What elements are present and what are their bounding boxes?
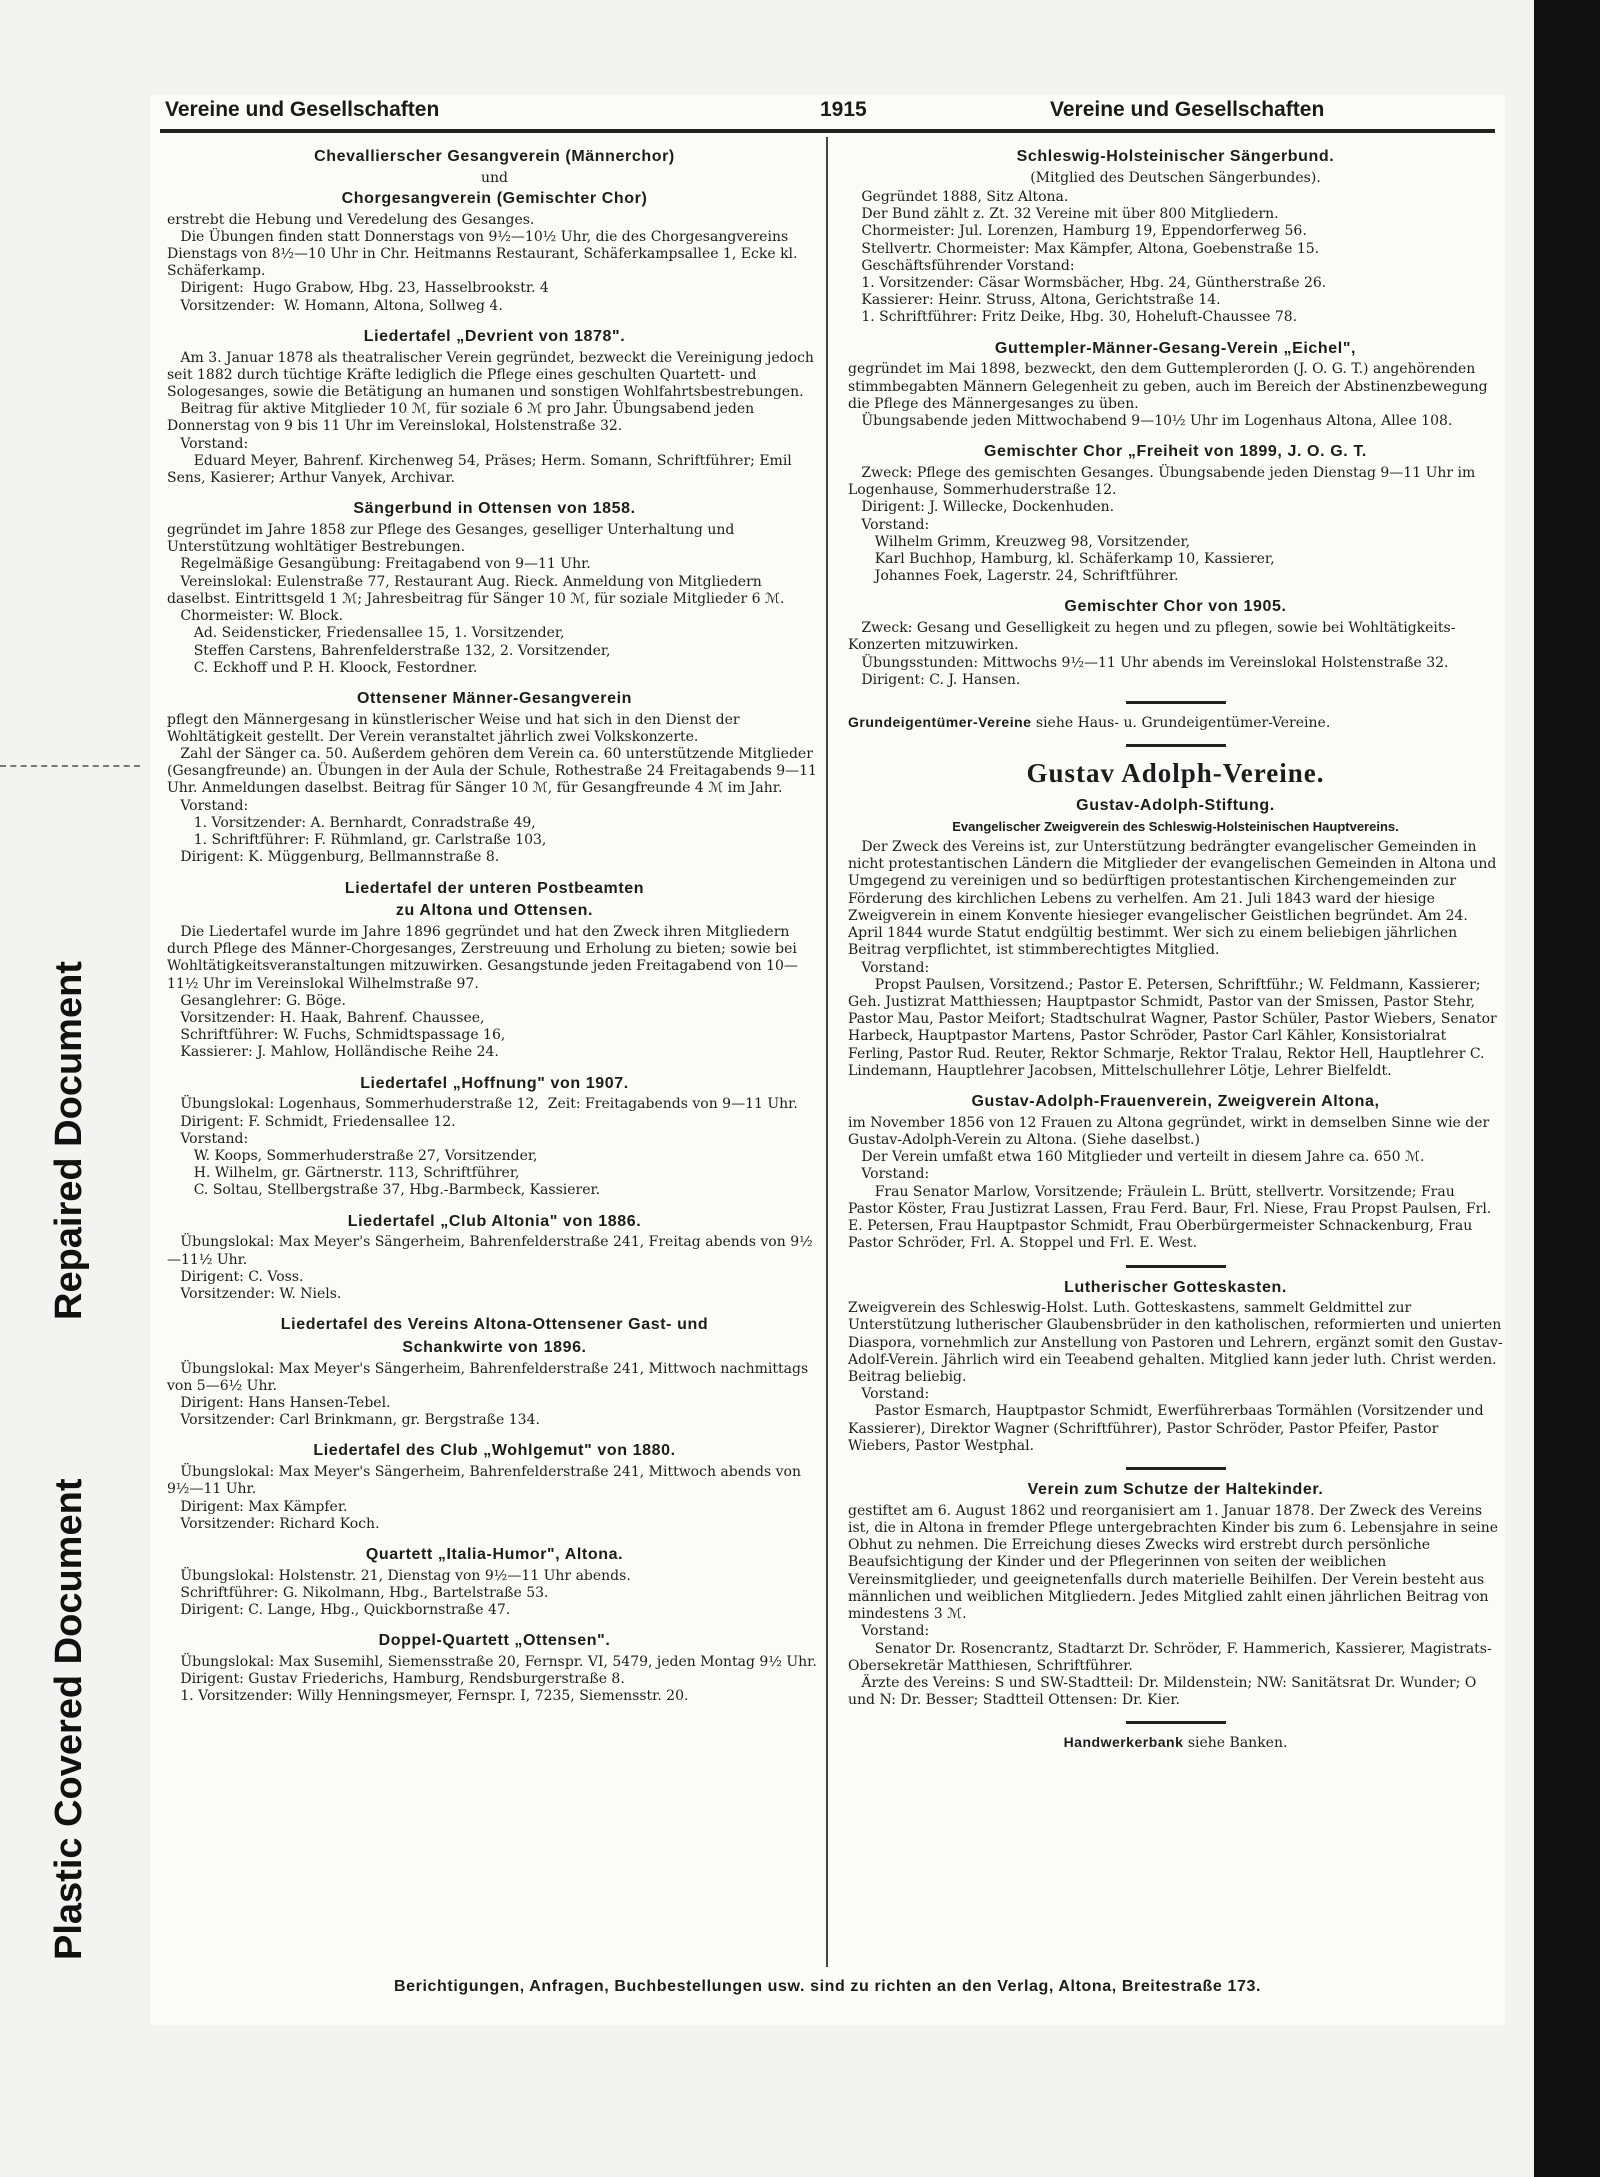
association-entry	[848, 147, 1503, 327]
entry-text: Zweck: Pflege des gemischten Gesanges. Übungsabende jeden Dienstag 9—11 Uhr im Logenhause, Sommerhuderstraße 12.	[848, 464, 1480, 499]
association-name: Doppel-Quartett „Ottensen".	[378, 1632, 611, 1650]
entry-text: Eduard Meyer, Bahrenf. Kirchenweg 54, Präses; Herm. Somann, Schriftführer; Emil Sens, Kasierer; Arthur Vanyek, Archivar.	[167, 452, 797, 487]
entry-text: C. Soltau, Stellbergstraße 37, Hbg.-Barmbeck, Kassierer.	[167, 1182, 601, 1199]
association-entry	[167, 879, 822, 1062]
entry-text: Vorstand:	[848, 1386, 930, 1403]
cross-reference-text: siehe Haus- u. Grundeigentümer-Vereine.	[1031, 714, 1331, 731]
entry-text: Dirigent: J. Willecke, Dockenhuden.	[848, 499, 1115, 516]
entry-text: Gesanglehrer: G. Böge.	[167, 992, 346, 1009]
entry-text: Übungslokal: Logenhaus, Sommerhuderstraße 12, Zeit: Freitagabends von 9—11 Uhr.	[167, 1096, 798, 1113]
association-name: Gustav-Adolph-Frauenverein, Zweigverein Altona,	[971, 1093, 1380, 1111]
section-separator	[1126, 1721, 1226, 1724]
association-name: Quartett „Italia-Humor", Altona.	[365, 1545, 624, 1563]
entry-text: Zweigverein des Schleswig-Holst. Luth. Gotteskastens, sammelt Geldmittel zur Unterstützung lutherischer Glaubensbrüder in den katholischen, reformierten und unierten Diaspora, vornehmlich zur Anstellung von Pastoren und Lehrern, ergänzt somit den Gustav-Adolf-Verein. Jährlich wird ein Teeabend gehalten. Mitglied kann jeder luth. Christ werden. Beitrag beliebig.	[848, 1300, 1506, 1386]
association-name: Sängerbund in Ottensen von 1858.	[353, 500, 636, 518]
entry-text: pflegt den Männergesang in künstlerischer Weise und hat sich in den Dienst der Wohltätigkeit gestellt. Der Verein veranstaltet jährlich zwei Volkskonzerte.	[167, 711, 745, 745]
entry-text: Zweck: Gesang und Geselligkeit zu hegen und zu pflegen, sowie bei Wohltätigkeits-Konzerten mitzuwirken.	[848, 620, 1456, 654]
association-name: Gemischter Chor „Freiheit von 1899, J. O. G. T.	[984, 443, 1367, 461]
entry-text: Senator Dr. Rosencrantz, Stadtarzt Dr. Schröder, F. Hammerich, Kassierer, Magistrats-Obersekretär Matthiesen, Schriftführer.	[848, 1640, 1492, 1674]
entry-text: gegründet im Jahre 1858 zur Pflege des Gesanges, geselliger Unterhaltung und Unterstützung wohltätiger Bestrebungen.	[167, 521, 739, 556]
association-name-cont: zu Altona und Ottensen.	[395, 902, 594, 920]
association-entry	[848, 1480, 1503, 1709]
entry-text: Dirigent: Hans Hansen-Tebel.	[167, 1394, 391, 1411]
watermark-plastic-covered: Plastic Covered Document	[48, 1478, 90, 1960]
entry-text: Dirigent: Hugo Grabow, Hbg. 23, Hasselbrookstr. 4	[167, 280, 549, 297]
cross-reference-name: Handwerkerbank	[1063, 1734, 1184, 1751]
header-right: Vereine und Gesellschaften	[1050, 98, 1325, 121]
entry-text: Frau Senator Marlow, Vorsitzende; Fräulein L. Brütt, stellvertr. Vorsitzende; Frau Pastor Köster, Frau Justizrat Lassen, Frau Ferd. Baur, Frl. Niese, Frau Propst Paulsen, Frl. E. Petersen, Frau Hauptpastor Schmidt, Frau Oberbürgermeister Schnackenburg, Frau Pastor Schröder, Frl. A. Stoppel und Frl. E. West.	[848, 1183, 1496, 1252]
section-separator	[1126, 701, 1226, 704]
association-name: Liedertafel der unteren Postbeamten	[344, 879, 645, 897]
section-separator	[1126, 1265, 1226, 1268]
entry-text: Übungslokal: Max Meyer's Sängerheim, Bahrenfelderstraße 241, Mittwoch nachmittags von 5—6½ Uhr.	[167, 1360, 813, 1394]
association-entry	[167, 1441, 822, 1533]
right-column	[848, 147, 1506, 1765]
entry-text: Johannes Foek, Lagerstr. 24, Schriftführer.	[848, 568, 1179, 585]
entry-text: Dirigent: Gustav Friederichs, Hamburg, Rendsburgerstraße 8.	[167, 1671, 625, 1688]
entry-text: Geschäftsführender Vorstand:	[848, 257, 1075, 274]
section-separator	[1126, 744, 1226, 747]
watermark-repaired: Repaired Document	[48, 961, 90, 1320]
entry-text: Dirigent: C. J. Hansen.	[848, 671, 1021, 688]
association-entry	[167, 1631, 822, 1705]
association-entry	[167, 1212, 822, 1304]
header-year: 1915	[820, 98, 867, 121]
entry-text: gestiftet am 6. August 1862 und reorganisiert am 1. Januar 1878. Der Zweck des Vereins ist, die in Altona in fremder Pflege untergebrachten Kinder bis zum 6. Lebensjahre in seine Obhut zu nehmen. Die Erreichung dieses Zwecks wird erstrebt durch persönliche Beaufsichtigung der Kinder und der Pflegerinnen von seiten der weiblichen Vereinsmitglieder, und geeignetenfalls durch materielle Beihilfen. Der Verein besteht aus männlichen und weiblichen Mitgliedern. Jedes Mitglied zahlt einen jährlichen Beitrag von mindestens 3 ℳ.	[848, 1502, 1503, 1623]
entry-text: 1. Schriftführer: F. Rühmland, gr. Carlstraße 103,	[167, 832, 547, 849]
association-name: Gustav-Adolph-Stiftung.	[1076, 797, 1275, 815]
entry-text: Ärzte des Vereins: S und SW-Stadtteil: Dr. Mildenstein; NW: Sanitätsrat Dr. Wunder; O und N: Dr. Besser; Stadtteil Ottensen: Dr. Kier.	[848, 1675, 1481, 1709]
association-name: Liedertafel „Hoffnung" von 1907.	[360, 1074, 629, 1092]
association-name: Verein zum Schutze der Haltekinder.	[1027, 1481, 1324, 1499]
entry-text: 1. Schriftführer: Fritz Deike, Hbg. 30, Hoheluft-Chaussee 78.	[848, 309, 1298, 326]
association-subtitle: (Mitglied des Deutschen Sängerbundes).	[1030, 169, 1321, 186]
entry-text: gegründet im Mai 1898, bezweckt, den dem Guttemplerorden (J. O. G. T.) angehörenden stimmbegabten Männern Gelegenheit zu geben, auch im Bereich der Abstinenzbewegung die Pflege des Männergesanges zu üben.	[848, 361, 1493, 412]
entry-text: 1. Vorsitzender: Willy Henningsmeyer, Fernspr. I, 7235, Siemensstr. 20.	[167, 1688, 689, 1705]
section-separator	[1126, 1467, 1226, 1470]
entry-text: Kassierer: J. Mahlow, Holländische Reihe 24.	[167, 1044, 499, 1061]
cross-reference	[848, 714, 1503, 732]
entry-text: Am 3. Januar 1878 als theatralischer Verein gegründet, bezweckt die Vereinigung jedoch seit 1882 durch tüchtige Kräfte lediglich die Pflege eines geschulten Quartett- und Sologesanges, sowie die Betätigung an humanen und sonstigen Wohlfahrtsbestrebungen.	[167, 349, 819, 400]
entry-text: Die Liedertafel wurde im Jahre 1896 gegründet und hat den Zweck ihren Mitgliedern durch Pflege des Männer-Chorgesanges, Zerstreuung und Erholung zu bieten; sowie bei Wohltätigkeitsveranstaltungen mitzuwirken. Gesangstunde jeden Freitagabend von 10—11½ Uhr im Vereinslokal Wilhelmstraße 97.	[167, 923, 802, 992]
association-name-2: Chorgesangverein (Gemischter Chor)	[341, 189, 648, 207]
entry-text: Vorstand:	[167, 435, 249, 452]
entry-text: Dirigent: C. Voss.	[167, 1268, 304, 1285]
entry-text: Vorstand:	[848, 1623, 930, 1640]
association-entry	[848, 442, 1503, 585]
entry-text: Gegründet 1888, Sitz Altona.	[848, 188, 1069, 205]
entry-text: H. Wilhelm, gr. Gärtnerstr. 113, Schriftführer,	[167, 1165, 520, 1182]
running-header	[160, 95, 1495, 127]
entry-text: Vorstand:	[167, 797, 249, 814]
entry-text: Chormeister: Jul. Lorenzen, Hamburg 19, Eppendorferweg 56.	[848, 223, 1307, 240]
entry-text: Dirigent: F. Schmidt, Friedensallee 12.	[167, 1113, 456, 1130]
cross-reference-text: siehe Banken.	[1183, 1735, 1288, 1752]
entry-text: Übungslokal: Max Meyer's Sängerheim, Bahrenfelderstraße 241, Mittwoch abends von 9½—11 Uhr.	[167, 1464, 806, 1498]
entry-text: Ad. Seidensticker, Friedensallee 15, 1. Vorsitzender,	[167, 625, 565, 642]
association-name: Liedertafel des Club „Wohlgemut" von 1880.	[313, 1442, 676, 1460]
entry-text: Propst Paulsen, Vorsitzend.; Pastor E. Petersen, Schriftführ.; W. Feldmann, Kassierer; Geh. Justizrat Matthiessen; Hauptpastor Schmidt, Pastor van der Smissen, Pastor Stehr, Pastor Mau, Pastor Meifort; Stadtschulrat Wagner, Pastor Schüler, Pastor Wiebers, Senator Harbeck, Hauptpastor Martens, Pastor Schröder, Pastor Carl Kähler, Konsistorialrat Ferling, Pastor Rud. Reuter, Rektor Schmarje, Rektor Tralau, Rektor Hell, Hauptlehrer C. Lindemann, Hauptlehrer Jacobsen, Mittelschullehrer Lötje, Lehrer Bielfeldt.	[848, 976, 1502, 1079]
association-name: Liedertafel „Devrient von 1878".	[363, 327, 626, 345]
association-entry	[848, 714, 1503, 732]
entry-text: Vorstand:	[167, 1130, 249, 1147]
entry-text: 1. Vorsitzender: A. Bernhardt, Conradstraße 49,	[167, 814, 536, 831]
entry-text: Schriftführer: G. Nikolmann, Hbg., Bartelstraße 53.	[167, 1584, 549, 1601]
entry-text: Wilhelm Grimm, Kreuzweg 98, Vorsitzender,	[848, 533, 1191, 550]
entry-text: Karl Buchhop, Hamburg, kl. Schäferkamp 10, Kassierer,	[848, 550, 1275, 567]
association-name: Liedertafel „Club Altonia" von 1886.	[347, 1212, 642, 1230]
association-entry	[848, 757, 1503, 1080]
association-name-cont: Schankwirte von 1896.	[402, 1338, 587, 1356]
entry-text: Vorstand:	[848, 959, 930, 976]
entry-text: Vorsitzender: Carl Brinkmann, gr. Bergstraße 134.	[167, 1412, 540, 1429]
header-left: Vereine und Gesellschaften	[165, 98, 440, 121]
association-name: Ottensener Männer-Gesangverein	[357, 689, 632, 707]
association-entry	[167, 1074, 822, 1200]
entry-text: Pastor Esmarch, Hauptpastor Schmidt, Ewerführerbaas Tormählen (Vorsitzender und Kassierer), Direktor Wagner (Schriftführer), Pastor Schröder, Pastor Pfeifer, Pastor Wiebers, Pastor Westphal.	[848, 1403, 1489, 1454]
entry-text: Vorsitzender: W. Homann, Altona, Sollweg 4.	[167, 297, 503, 314]
entry-text: Der Bund zählt z. Zt. 32 Vereine mit über 800 Mitgliedern.	[848, 206, 1279, 223]
entry-text: Stellvertr. Chormeister: Max Kämpfer, Altona, Goebenstraße 15.	[848, 240, 1320, 257]
entry-text: Der Verein umfaßt etwa 160 Mitglieder und verteilt in diesem Jahre ca. 650 ℳ.	[848, 1149, 1425, 1166]
association-name: Gemischter Chor von 1905.	[1064, 598, 1287, 616]
fold-dash-line	[0, 765, 140, 767]
cross-reference-name: Grundeigentümer-Vereine	[848, 713, 1032, 730]
association-entry	[848, 1092, 1503, 1252]
entry-text: Schriftführer: W. Fuchs, Schmidtspassage 16,	[167, 1027, 506, 1044]
entry-text: Chormeister: W. Block.	[167, 608, 344, 625]
association-entry	[167, 1545, 822, 1619]
cross-reference	[848, 1734, 1503, 1752]
entry-text: Kassierer: Heinr. Struss, Altona, Gerichtstraße 14.	[848, 292, 1221, 309]
footer-notice: Berichtigungen, Anfragen, Buchbestellungen usw. sind zu richten an den Verlag, Altona, Breitestraße 173.	[394, 1978, 1261, 1995]
association-entry	[848, 1734, 1503, 1752]
entry-text: Vorsitzender: W. Niels.	[167, 1285, 342, 1302]
association-subheading: Evangelischer Zweigverein des Schleswig-Holsteinischen Hauptvereins.	[952, 819, 1399, 835]
entry-text: Die Übungen finden statt Donnerstags von 9½—10½ Uhr, die des Chorgesangvereins Dienstags von 8½—10 Uhr in Chr. Heitmanns Restaurant, Schäferkampsallee 1, Ecke kl. Schäferkamp.	[167, 228, 802, 280]
association-entry	[848, 1278, 1506, 1456]
entry-text: Übungsabende jeden Mittwochabend 9—10½ Uhr im Logenhaus Altona, Allee 108.	[848, 412, 1453, 429]
header-rule	[160, 129, 1495, 133]
scan-border-right	[1534, 0, 1600, 2177]
entry-text: C. Eckhoff und P. H. Kloock, Festordner.	[167, 659, 478, 676]
association-entry	[167, 147, 822, 315]
entry-text: im November 1856 von 12 Frauen zu Altona gegründet, wirkt in demselben Sinne wie der Gustav-Adolph-Verein zu Altona. (Siehe daselbst.)	[848, 1114, 1494, 1148]
entry-text: erstrebt die Hebung und Veredelung des Gesanges.	[167, 211, 535, 228]
association-entry	[848, 597, 1503, 689]
entry-text: Vorstand:	[848, 1166, 930, 1183]
association-name: Schleswig-Holsteinischer Sängerbund.	[1016, 148, 1335, 165]
entry-text: Übungslokal: Max Meyer's Sängerheim, Bahrenfelderstraße 241, Freitag abends von 9½—11½ Uhr.	[167, 1234, 813, 1268]
entry-text: Der Zweck des Vereins ist, zur Unterstützung bedrängter evangelischer Gemeinden in nicht protestantischen Ländern die Mitglieder der evangelischen Gemeinden in Altona und Umgegend zu vereinigen und so bedürftigen protestantischen Kirchengemeinden zur Förderung des kirchlichen Lebens zu verhelfen. Am 21. Juli 1843 ward der hiesige Zweigverein in einem Konvente hiesieger evangelischer Geistlichen begründet. Am 24. April 1844 wurde Statut endgültig bestimmt. Wer sich zu einem beliebigen jährlichen Beitrag verpflichtet, ist stimmberechtigtes Mitglied.	[848, 839, 1501, 959]
entry-text: Vorstand:	[848, 516, 930, 533]
entry-text: 1. Vorsitzender: Cäsar Wormsbächer, Hbg. 24, Güntherstraße 26.	[848, 274, 1327, 291]
association-entry	[167, 499, 822, 677]
entry-text: Übungsstunden: Mittwochs 9½—11 Uhr abends im Vereinslokal Holstenstraße 32.	[848, 654, 1449, 671]
association-name: Chevallierscher Gesangverein (Männerchor)	[314, 148, 675, 165]
column-divider	[826, 137, 828, 1967]
association-entry	[167, 1315, 822, 1429]
entry-text: Vorsitzender: H. Haak, Bahrenf. Chaussee,	[167, 1010, 485, 1027]
association-name: Liedertafel des Vereins Altona-Ottensener Gast- und	[280, 1316, 709, 1334]
entry-text: Dirigent: C. Lange, Hbg., Quickbornstraße 47.	[167, 1602, 511, 1619]
entry-text: Übungslokal: Holstenstr. 21, Dienstag von 9½—11 Uhr abends.	[167, 1567, 631, 1584]
document-page	[150, 95, 1505, 2025]
entry-text: Steffen Carstens, Bahrenfelderstraße 132, 2. Vorsitzender,	[167, 642, 611, 659]
association-name: Lutherischer Gotteskasten.	[1064, 1278, 1287, 1296]
entry-text: Übungslokal: Max Susemihl, Siemensstraße 20, Fernspr. VI, 5479, jeden Montag 9½ Uhr.	[167, 1653, 817, 1670]
association-entry	[167, 327, 822, 487]
section-heading: Gustav Adolph-Vereine.	[1026, 758, 1325, 789]
entry-text: Regelmäßige Gesangübung: Freitagabend von 9—11 Uhr.	[167, 556, 591, 573]
entry-text: Dirigent: Max Kämpfer.	[167, 1498, 348, 1515]
entry-text: W. Koops, Sommerhuderstraße 27, Vorsitzender,	[167, 1148, 538, 1164]
left-column	[167, 147, 822, 1718]
entry-text: Vorsitzender: Richard Koch.	[167, 1515, 380, 1532]
association-name: Guttempler-Männer-Gesang-Verein „Eichel",	[994, 339, 1357, 357]
association-entry	[848, 339, 1503, 431]
entry-text: Beitrag für aktive Mitglieder 10 ℳ, für soziale 6 ℳ pro Jahr. Übungsabend jeden Donnerstag von 9 bis 11 Uhr im Vereinslokal, Holstenstraße 32.	[167, 401, 759, 435]
association-subtitle: und	[481, 169, 508, 186]
entry-text: Zahl der Sänger ca. 50. Außerdem gehören dem Verein ca. 60 unterstützende Mitglieder (Gesangfreunde) an. Übungen in der Aula der Schule, Rothestraße 24 Freitagabends 9—11 Uhr. Anmeldungen daselbst. Beitrag für Sänger 10 ℳ, für Gesangfreunde 4 ℳ im Jahr.	[167, 746, 822, 797]
association-entry	[167, 689, 822, 867]
entry-text: Vereinslokal: Eulenstraße 77, Restaurant Aug. Rieck. Anmeldung von Mitgliedern daselbst. Eintrittsgeld 1 ℳ; Jahresbeitrag für Sänger 10 ℳ, für soziale Mitglieder 6 ℳ.	[167, 573, 785, 607]
entry-text: Dirigent: K. Müggenburg, Bellmannstraße 8.	[167, 849, 500, 866]
